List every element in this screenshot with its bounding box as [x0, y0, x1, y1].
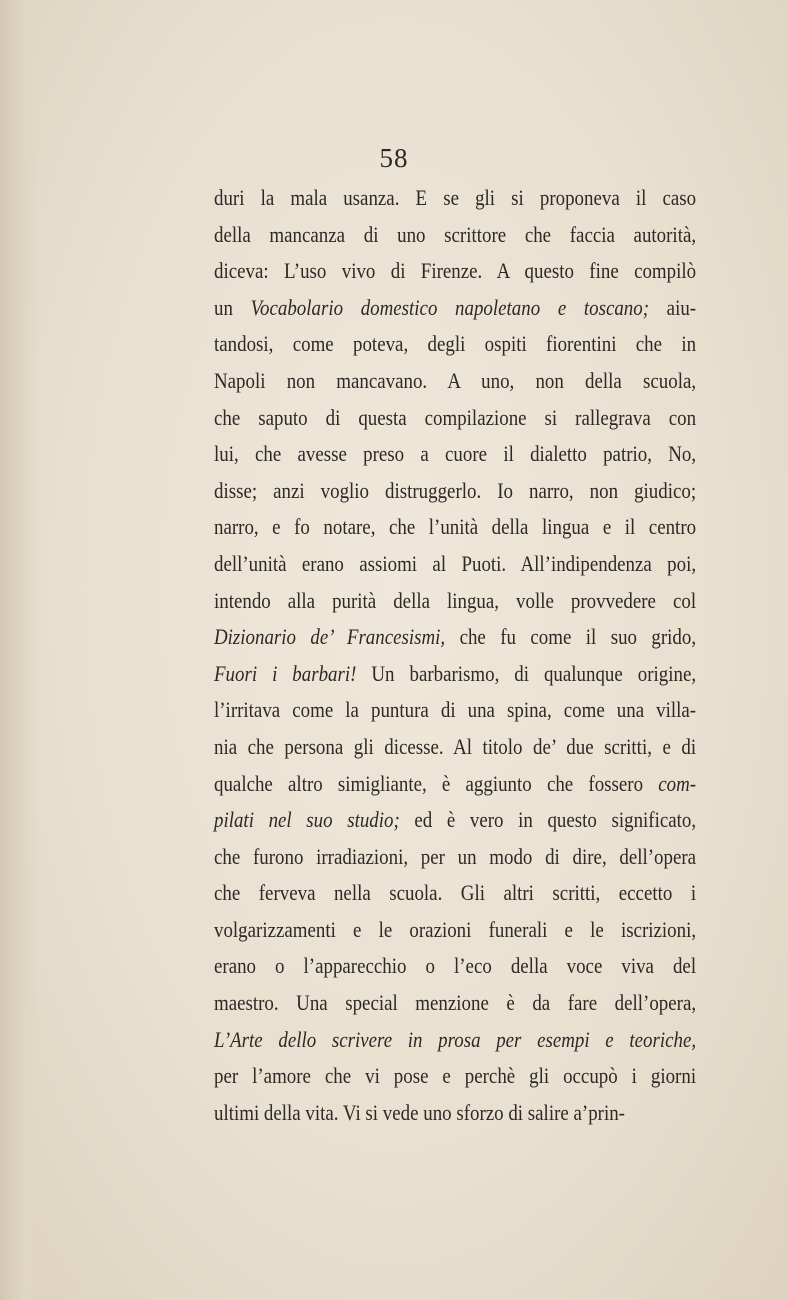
text-line — [214, 253, 696, 290]
italic-title-text: pilati nel suo studio; — [214, 807, 400, 833]
text-line — [214, 290, 696, 327]
text-segment: un — [214, 294, 251, 320]
text-line — [214, 583, 696, 620]
text-segment: che ferveva nella scuola. Gli altri scritti, eccetto i — [214, 880, 697, 906]
text-line — [214, 180, 696, 217]
text-segment: Napoli non mancavano. A uno, non della scuola, — [214, 367, 697, 393]
text-line — [214, 473, 696, 510]
text-segment: ed è vero in questo significato, — [399, 807, 697, 833]
text-line — [214, 766, 696, 803]
text-segment: duri la mala usanza. E se gli si proponeva il caso — [214, 185, 697, 210]
text-segment: ultimi della vita. Vi si vede uno sforzo di salire a’prin- — [214, 1099, 625, 1125]
text-segment: che furono irradiazioni, per un modo di dire, dell’opera — [214, 843, 697, 869]
text-line — [214, 948, 696, 985]
text-segment: maestro. Una special menzione è da fare dell’opera, — [214, 990, 697, 1016]
text-line — [214, 1095, 696, 1132]
text-segment: Un barbarismo, di qualunque origine, — [356, 660, 697, 686]
text-line — [214, 729, 696, 766]
italic-title-text: com- — [658, 770, 697, 796]
text-line — [214, 692, 696, 729]
text-line — [214, 619, 696, 656]
text-segment: erano o l’apparecchio o l’eco della voce viva del — [214, 953, 697, 979]
text-segment: qualche altro simigliante, è aggiunto che fossero — [214, 770, 659, 796]
text-line — [214, 1022, 696, 1059]
text-line — [214, 217, 696, 254]
text-segment: volgarizzamenti e le orazioni funerali e le iscrizioni, — [214, 916, 697, 942]
text-segment: aiu- — [649, 294, 697, 320]
text-line — [214, 546, 696, 583]
text-line — [214, 326, 696, 363]
italic-title-text: Fuori i barbari! — [214, 660, 357, 686]
body-text — [214, 180, 696, 1131]
italic-title-text: Dizionario de’ Francesismi, — [214, 624, 446, 650]
text-segment: l’irritava come la puntura di una spina, come una villa- — [214, 697, 697, 723]
text-line — [214, 912, 696, 949]
text-segment: tandosi, come poteva, degli ospiti fiorentini che in — [214, 331, 697, 357]
text-line — [214, 839, 696, 876]
text-segment: narro, e fo notare, che l’unità della lingua e il centro — [214, 514, 697, 540]
text-segment: nia che persona gli dicesse. Al titolo de’ due scritti, e di — [214, 733, 697, 759]
text-segment: intendo alla purità della lingua, volle provvedere col — [214, 587, 697, 613]
text-line — [214, 656, 696, 693]
text-segment: dell’unità erano assiomi al Puoti. All’indipendenza poi, — [214, 550, 697, 576]
text-segment: che fu come il suo grido, — [445, 624, 697, 650]
text-line — [214, 363, 696, 400]
page-number: 58 — [379, 143, 409, 173]
text-line — [214, 436, 696, 473]
page-binding-shadow — [0, 0, 40, 1300]
text-line — [214, 802, 696, 839]
text-line — [214, 985, 696, 1022]
text-line — [214, 400, 696, 437]
text-line — [214, 1058, 696, 1095]
text-line — [214, 875, 696, 912]
text-line — [214, 509, 696, 546]
text-segment: per l’amore che vi pose e perchè gli occupò i giorni — [214, 1063, 697, 1089]
italic-title-text: L’Arte dello scrivere in prosa per esempi e teoriche, — [214, 1026, 697, 1052]
text-segment: della mancanza di uno scrittore che faccia autorità, — [214, 221, 697, 247]
text-segment: lui, che avesse preso a cuore il dialetto patrio, No, — [214, 441, 697, 467]
text-segment: che saputo di questa compilazione si rallegrava con — [214, 404, 697, 430]
text-segment: disse; anzi voglio distruggerlo. Io narro, non giudico; — [214, 477, 697, 503]
text-segment: diceva: L’uso vivo di Firenze. A questo fine compilò — [214, 258, 697, 284]
italic-title-text: Vocabolario domestico napoletano e toscano; — [250, 294, 650, 320]
